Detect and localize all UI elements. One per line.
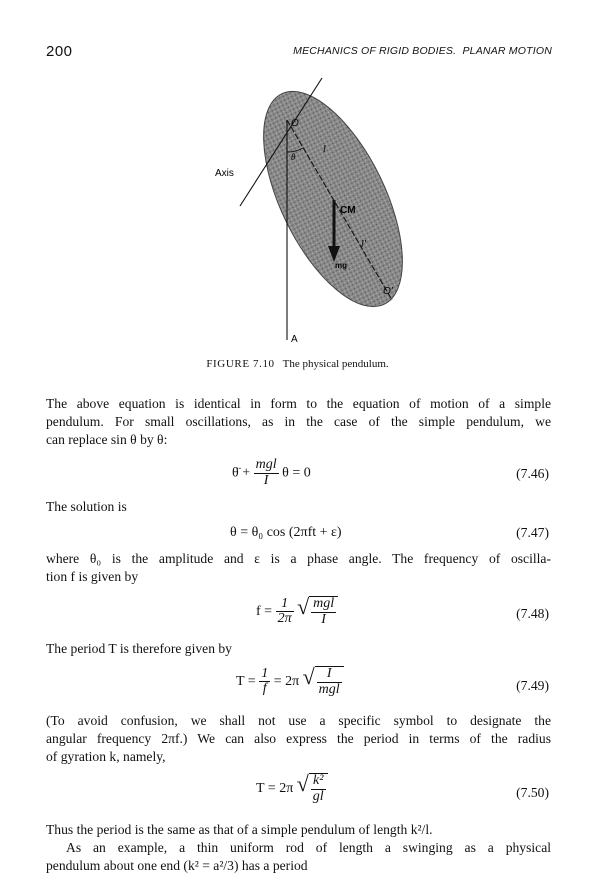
denominator: 2π xyxy=(277,611,292,627)
label-O-prime: O' xyxy=(383,286,393,297)
paragraph-4 xyxy=(46,640,551,658)
fraction xyxy=(276,597,294,627)
text-line: The solution is xyxy=(46,499,127,514)
paragraph-3 xyxy=(46,550,551,586)
paragraph-2 xyxy=(46,498,551,516)
label-O: O xyxy=(291,118,299,129)
radical-sign: √ xyxy=(296,771,309,796)
running-head: MECHANICS OF RIGID BODIES. PLANAR MOTION xyxy=(293,45,552,57)
caption-text: The physical pendulum. xyxy=(282,358,389,370)
label-axis: Axis xyxy=(215,168,234,179)
label-l-prime: l' xyxy=(361,239,366,250)
label-mg: mg xyxy=(335,261,347,270)
paragraph-5 xyxy=(46,712,551,766)
figure-caption xyxy=(0,358,595,370)
fraction xyxy=(254,458,279,488)
text-line: of gyration k, namely, xyxy=(46,749,166,764)
numerator: k² xyxy=(311,774,326,790)
denominator: I xyxy=(263,472,269,488)
numerator: I xyxy=(317,667,342,683)
denominator: f xyxy=(262,681,267,697)
eq-rhs: θ = 0 xyxy=(282,465,311,481)
fraction xyxy=(317,667,342,697)
text-line: can replace sin θ by θ: xyxy=(46,432,168,447)
text-line: angular frequency 2πf.) We can also express the period in terms of the radius xyxy=(46,731,551,746)
equation-7-50 xyxy=(0,773,595,815)
text-line: (To avoid confusion, we shall not use a specific symbol to designate the xyxy=(46,713,551,728)
text-line: As an example, a thin uniform rod of length a swinging as a physical xyxy=(66,840,551,855)
eq-lhs: T = 2π xyxy=(256,780,294,796)
equation-number: (7.47) xyxy=(516,525,549,540)
eq-lhs: f = xyxy=(256,603,273,619)
radical-sign: √ xyxy=(302,664,315,689)
caption-label: FIGURE 7.10 xyxy=(206,358,275,370)
label-l: l xyxy=(323,144,326,155)
numerator: 1 xyxy=(261,665,269,681)
eq-lhs: θ̈ + xyxy=(232,465,251,481)
text-line: The period T is therefore given by xyxy=(46,641,232,656)
fraction xyxy=(259,667,270,697)
label-CM: CM xyxy=(340,205,356,216)
fraction xyxy=(311,597,336,627)
text-line: tion f is given by xyxy=(46,569,139,584)
radical-sign: √ xyxy=(297,594,310,619)
square-root xyxy=(303,666,344,697)
equation-number: (7.46) xyxy=(516,466,549,481)
page-number: 200 xyxy=(46,43,73,60)
label-A: A xyxy=(291,334,298,345)
paragraph-1 xyxy=(46,395,551,449)
equation-number: (7.48) xyxy=(516,606,549,621)
numerator: 1 xyxy=(276,597,294,613)
text-line: pendulum about one end (k² = a²/3) has a period xyxy=(46,858,308,873)
eq-mid: = 2π xyxy=(273,673,300,689)
text-line: Thus the period is the same as that of a simple pendulum of length k²/l. xyxy=(46,822,433,837)
text-line: The above equation is identical in form to the equation of motion of a simple xyxy=(46,396,551,411)
equation-7-46 xyxy=(0,458,595,496)
label-theta: θ xyxy=(291,152,296,162)
equation-number: (7.49) xyxy=(516,678,549,693)
square-root xyxy=(297,596,338,627)
text-line: where θ₀ is the amplitude and ε is a phase angle. The frequency of oscilla- xyxy=(46,551,551,566)
numerator: mgl xyxy=(255,457,277,472)
text-line: pendulum. For small oscillations, as in the case of the simple pendulum, we xyxy=(46,414,551,429)
fraction xyxy=(311,774,326,804)
denominator: mgl xyxy=(318,681,340,697)
eq-body: θ = θ₀ cos (2πft + ε) xyxy=(230,525,342,540)
numerator: mgl xyxy=(313,596,335,611)
eq-lhs: T = xyxy=(236,673,256,689)
denominator: gl xyxy=(312,788,324,804)
paragraph-6 xyxy=(46,821,551,875)
equation-7-49 xyxy=(0,666,595,708)
denominator: I xyxy=(321,611,326,627)
physical-pendulum-figure xyxy=(0,60,595,360)
equation-number: (7.50) xyxy=(516,785,549,800)
square-root xyxy=(297,773,328,804)
equation-7-48 xyxy=(0,596,595,638)
